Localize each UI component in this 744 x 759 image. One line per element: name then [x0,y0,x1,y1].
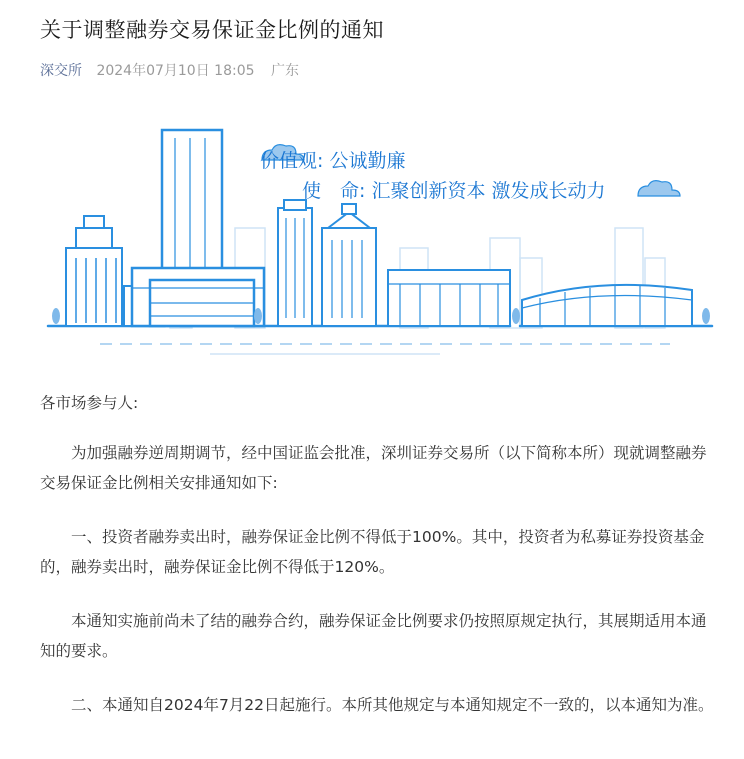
publish-time: 2024年07月10日 18:05 [96,63,255,79]
salutation: 各市场参与人: [40,394,139,412]
banner-image [40,108,720,370]
article-meta [40,60,299,80]
banner-value-slogan: 价值观: 公诚勤廉 [260,150,406,172]
publish-location: 广东 [270,63,299,79]
paragraph-intro: 为加强融券逆周期调节，经中国证监会批准，深圳证券交易所（以下简称本所）现就调整融券交易保证金比例相关安排通知如下: [40,444,707,492]
banner-mission-slogan: 使 命: 汇聚创新资本 激发成长动力 [302,180,606,202]
source-account-link[interactable]: 深交所 [40,63,82,79]
article-title: 关于调整融券交易保证金比例的通知 [40,18,384,42]
paragraph-existing-contracts: 本通知实施前尚未了结的融券合约，融券保证金比例要求仍按照原规定执行，其展期适用本通知的要求。 [40,612,707,660]
paragraph-effective-date: 二、本通知自2024年7月22日起施行。本所其他规定与本通知规定不一致的，以本通知为准。 [71,696,714,714]
paragraph-rule-one: 一、投资者融券卖出时，融券保证金比例不得低于100%。其中，投资者为私募证券投资基金的，融券卖出时，融券保证金比例不得低于120%。 [40,528,705,576]
